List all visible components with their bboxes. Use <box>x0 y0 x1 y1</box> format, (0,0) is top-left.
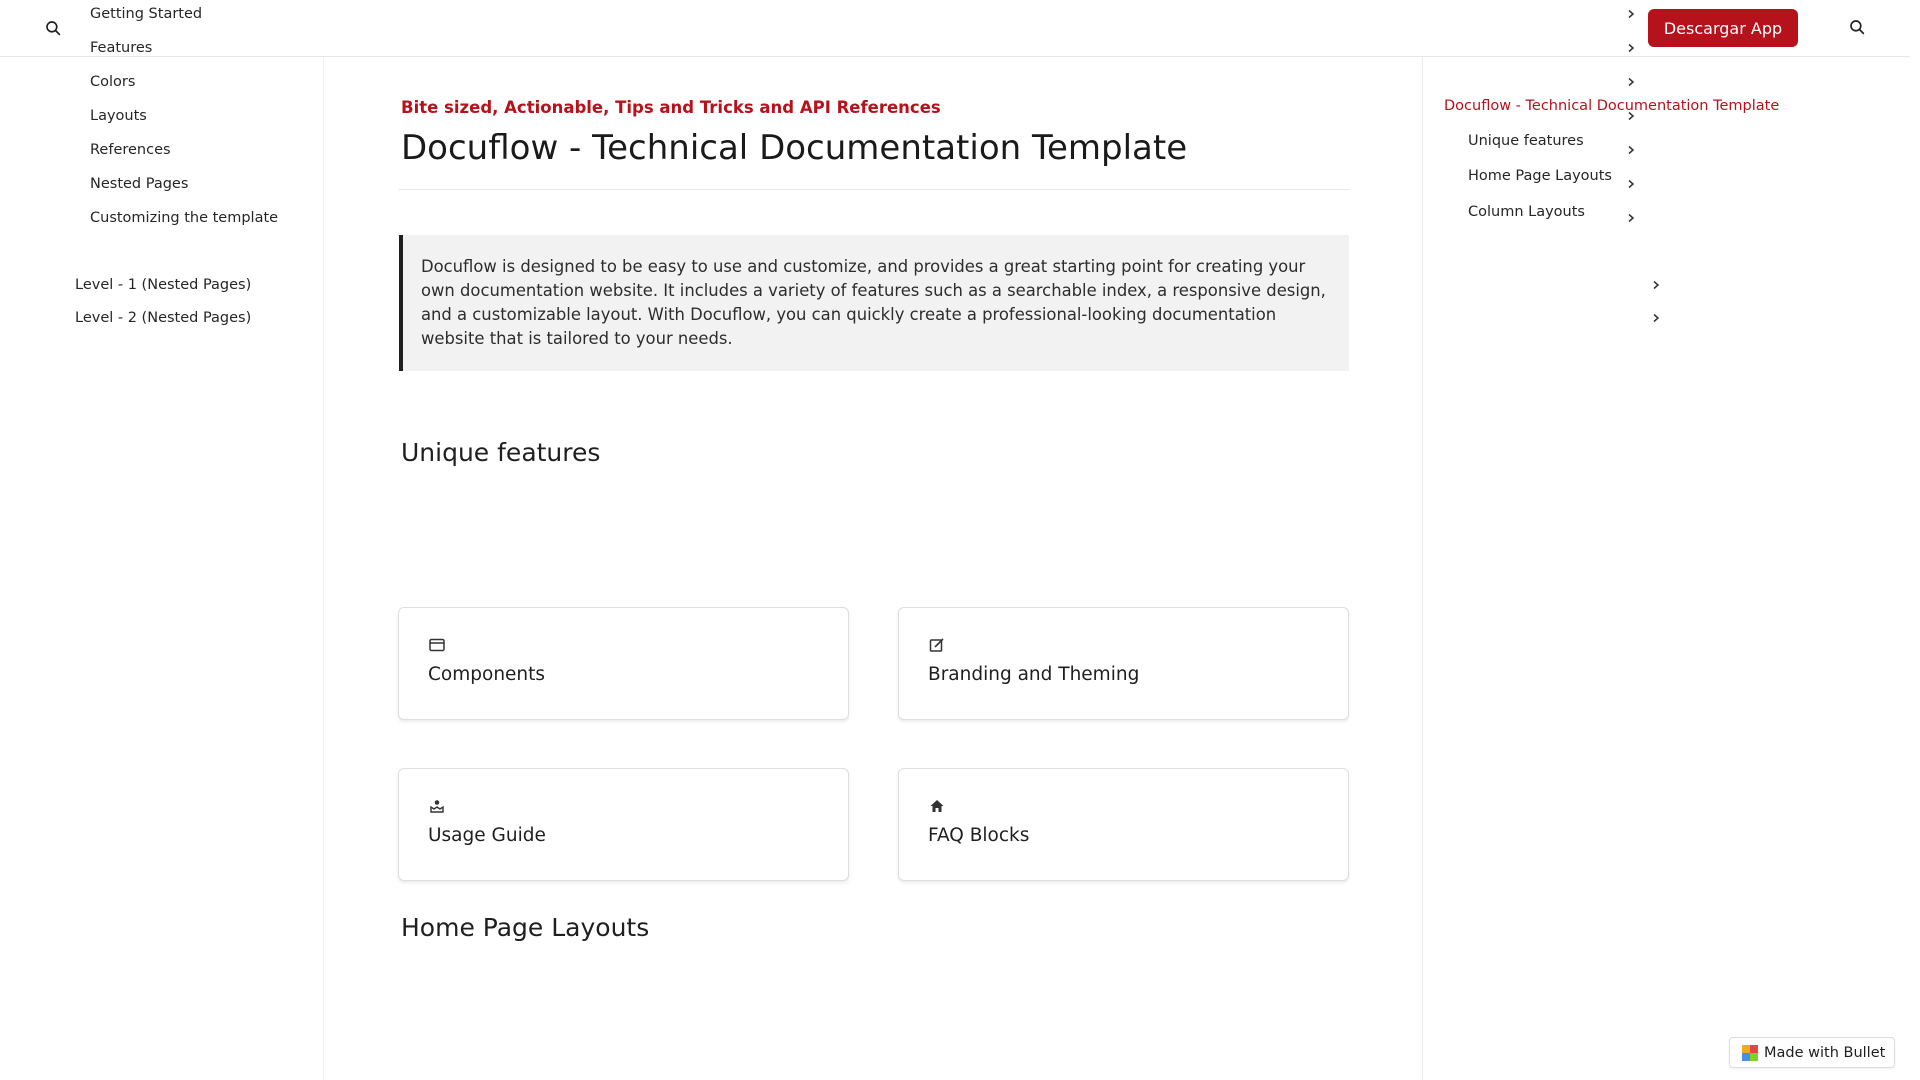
window-icon <box>428 636 446 654</box>
chevron-right-icon[interactable] <box>1624 7 1638 21</box>
sidebar-item-nested-pages[interactable]: Nested Pages <box>90 176 189 192</box>
guide-icon <box>428 797 446 815</box>
made-with-bullet-badge[interactable] <box>1729 1037 1895 1068</box>
sidebar-item-layouts[interactable]: Layouts <box>90 108 147 124</box>
section-heading-unique-features: Unique features <box>401 438 601 467</box>
page-title: Docuflow - Technical Documentation Template <box>401 128 1188 168</box>
sidebar-item-level-1[interactable]: Level - 1 (Nested Pages) <box>75 277 252 293</box>
sidebar-item-features[interactable]: Features <box>90 40 153 56</box>
badge-label: Made with Bullet <box>1764 1044 1886 1061</box>
toc-item-home-page-layouts[interactable]: Home Page Layouts <box>1468 168 1612 184</box>
search-icon[interactable] <box>1845 15 1869 39</box>
toc-item-unique-features[interactable]: Unique features <box>1468 133 1584 149</box>
sidebar-item-colors[interactable]: Colors <box>90 74 136 90</box>
card-label: Branding and Theming <box>928 664 1140 685</box>
sidebar-item-level-2[interactable]: Level - 2 (Nested Pages) <box>75 310 252 326</box>
feature-card-branding[interactable] <box>898 607 1349 720</box>
home-icon <box>928 797 946 815</box>
chevron-right-icon[interactable] <box>1624 211 1638 225</box>
chevron-right-icon[interactable] <box>1624 75 1638 89</box>
search-icon[interactable] <box>41 16 65 40</box>
bullet-logo-icon <box>1742 1045 1758 1061</box>
toc-item-title[interactable]: Docuflow - Technical Documentation Template <box>1444 98 1780 114</box>
section-heading-home-page-layouts: Home Page Layouts <box>401 913 650 942</box>
sidebar-divider <box>323 57 324 1080</box>
feature-card-usage-guide[interactable] <box>398 768 849 881</box>
card-label: Usage Guide <box>428 825 546 846</box>
chevron-right-icon[interactable] <box>1624 143 1638 157</box>
sidebar-item-references[interactable]: References <box>90 142 171 158</box>
chevron-right-icon[interactable] <box>1649 278 1663 292</box>
title-divider <box>399 189 1349 190</box>
edit-icon <box>928 636 946 654</box>
intro-callout: Docuflow is designed to be easy to use and customize, and provides a great starting point for creating your own documentation website. It includes a variety of features such as a searchable index, a responsive design, and a customizable layout. With Docuflow, you can quickly create a professional-looking documentation website that is tailored to your needs. <box>399 235 1349 371</box>
chevron-right-icon[interactable] <box>1624 41 1638 55</box>
card-label: FAQ Blocks <box>928 825 1030 846</box>
chevron-right-icon[interactable] <box>1649 311 1663 325</box>
feature-card-faq-blocks[interactable] <box>898 768 1349 881</box>
toc-divider <box>1422 57 1423 1080</box>
chevron-right-icon[interactable] <box>1624 177 1638 191</box>
feature-card-components[interactable] <box>398 607 849 720</box>
sidebar-item-getting-started[interactable]: Getting Started <box>90 6 203 22</box>
toc-item-column-layouts[interactable]: Column Layouts <box>1468 204 1585 220</box>
card-label: Components <box>428 664 546 685</box>
sidebar-item-customizing[interactable]: Customizing the template <box>90 210 279 226</box>
download-app-button[interactable]: Descargar App <box>1648 9 1798 47</box>
page-eyebrow: Bite sized, Actionable, Tips and Tricks and API References <box>401 98 941 117</box>
